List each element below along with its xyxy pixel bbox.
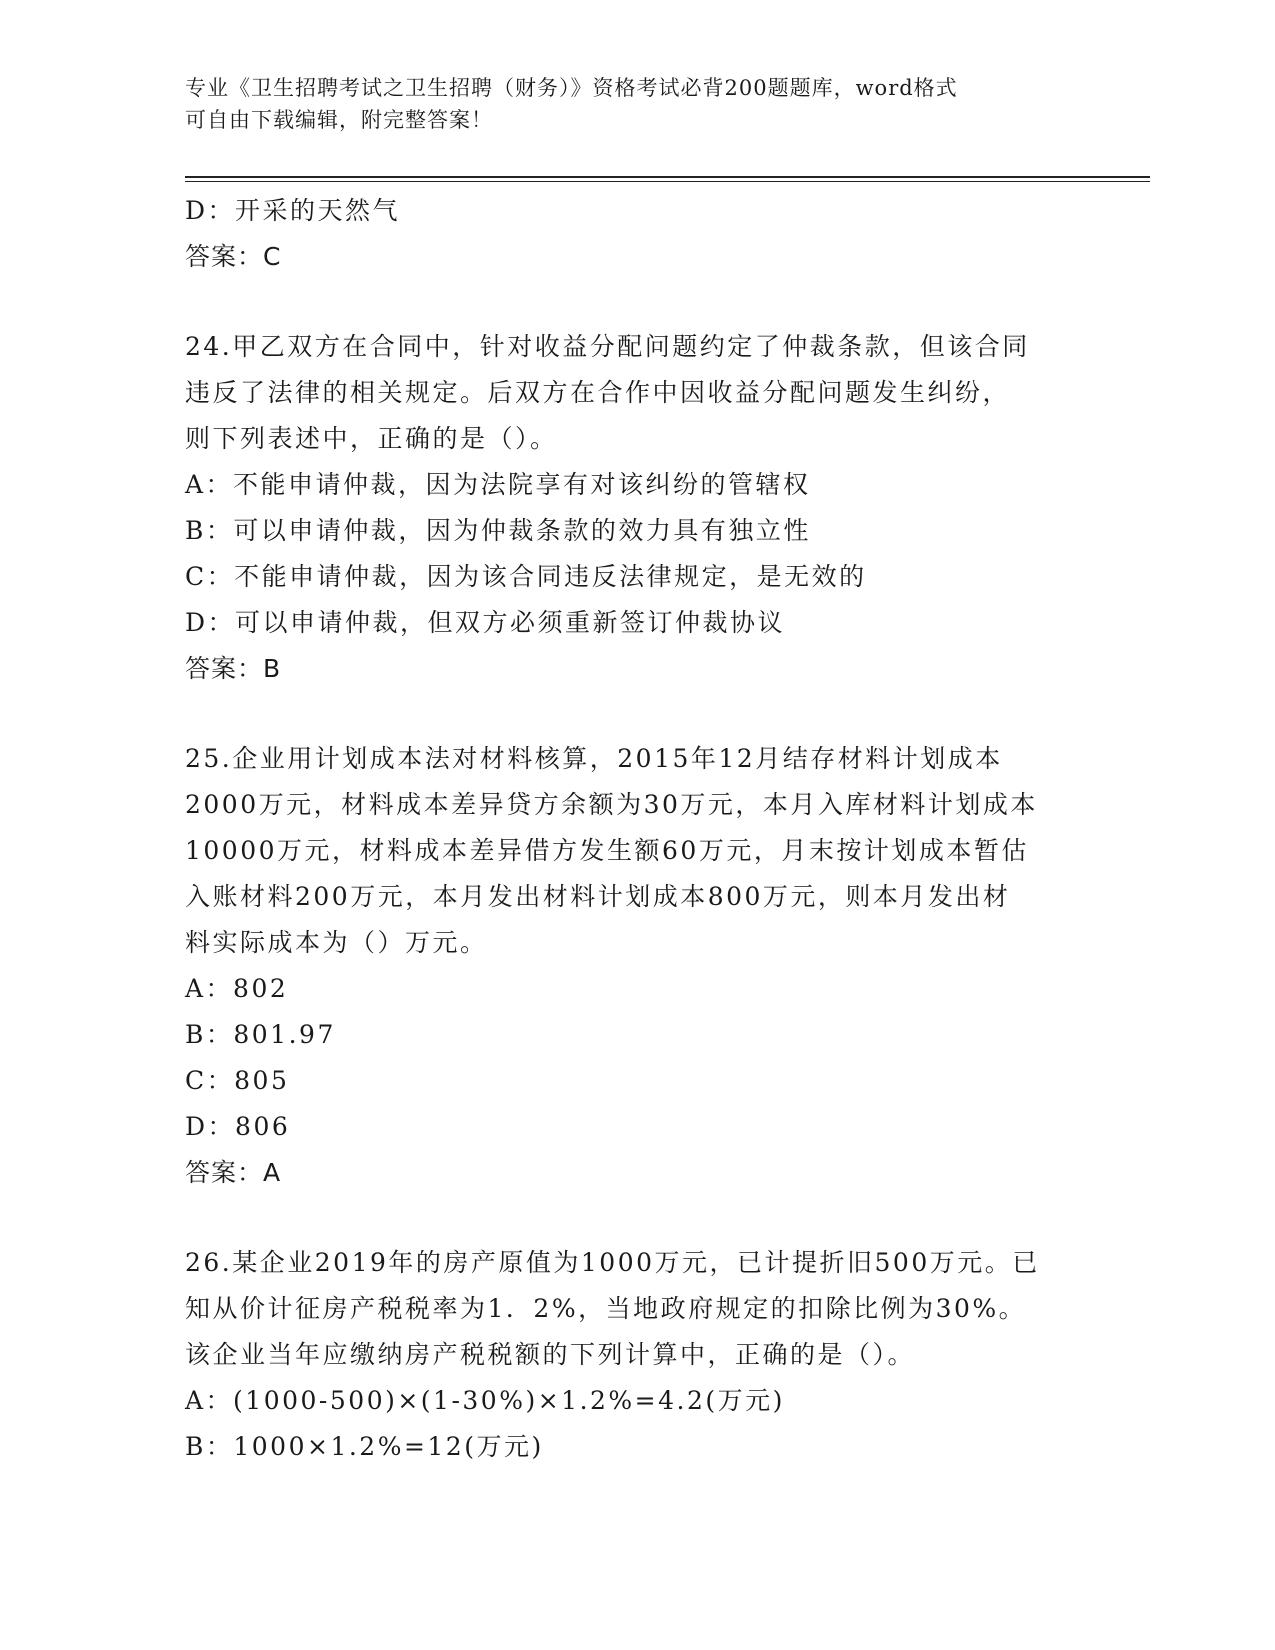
answer-line: 答案：B [185,654,282,683]
question-list [185,188,1085,1470]
question-stem-line: 违反了法律的相关规定。后双方在合作中因收益分配问题发生纠纷， [185,378,1011,407]
question-26 [185,1240,1085,1470]
question-24 [185,324,1085,692]
question-spacer [185,280,1085,324]
header-divider-thin [185,181,1150,182]
option-c: C：805 [185,1066,290,1095]
question-stem-line: 料实际成本为（）万元。 [185,928,488,957]
option-b: B：801.97 [185,1020,336,1049]
header-divider-thick [185,176,1150,178]
option-a: A：不能申请仲裁，因为法院享有对该纠纷的管辖权 [185,470,811,499]
question-stem-line: 该企业当年应缴纳房产税税额的下列计算中，正确的是（）。 [185,1340,916,1369]
option-c: C：不能申请仲裁，因为该合同违反法律规定，是无效的 [185,562,867,591]
question-stem-line: 2000万元，材料成本差异贷方余额为30万元，本月入库材料计划成本 [185,790,1038,819]
option-a: A：802 [185,974,289,1003]
question-spacer [185,1196,1085,1240]
question-stem-line: 知从价计征房产税税率为1．2%，当地政府规定的扣除比例为30%。 [185,1294,1027,1323]
question-25 [185,736,1085,1196]
question-stem-line: 24.甲乙双方在合同中，针对收益分配问题约定了仲裁条款，但该合同 [185,332,1030,361]
option-a: A：(1000-500)×(1-30%)×1.2%=4.2(万元) [185,1386,785,1415]
previous-question-tail [185,188,1085,280]
document-header [185,72,1065,136]
answer-line: 答案：A [185,1158,282,1187]
question-stem-line: 则下列表述中，正确的是（）。 [185,424,558,453]
question-stem-line: 10000万元，材料成本差异借方发生额60万元，月末按计划成本暂估 [185,836,1029,865]
option-b: B：可以申请仲裁，因为仲裁条款的效力具有独立性 [185,516,811,545]
answer-line: 答案：C [185,242,282,271]
header-line-1: 专业《卫生招聘考试之卫生招聘（财务）》资格考试必背200题题库，word格式 [185,76,958,100]
option-d: D：开采的天然气 [185,196,401,225]
header-line-2: 可自由下载编辑，附完整答案！ [185,108,493,132]
question-stem-line: 26.某企业2019年的房产原值为1000万元，已计提折旧500万元。已 [185,1248,1040,1277]
option-b: B：1000×1.2%=12(万元) [185,1432,544,1461]
option-d: D：806 [185,1112,291,1141]
question-spacer [185,692,1085,736]
question-stem-line: 入账材料200万元，本月发出材料计划成本800万元，则本月发出材 [185,882,1011,911]
option-d: D：可以申请仲裁，但双方必须重新签订仲裁协议 [185,608,786,637]
question-stem-line: 25.企业用计划成本法对材料核算，2015年12月结存材料计划成本 [185,744,1003,773]
